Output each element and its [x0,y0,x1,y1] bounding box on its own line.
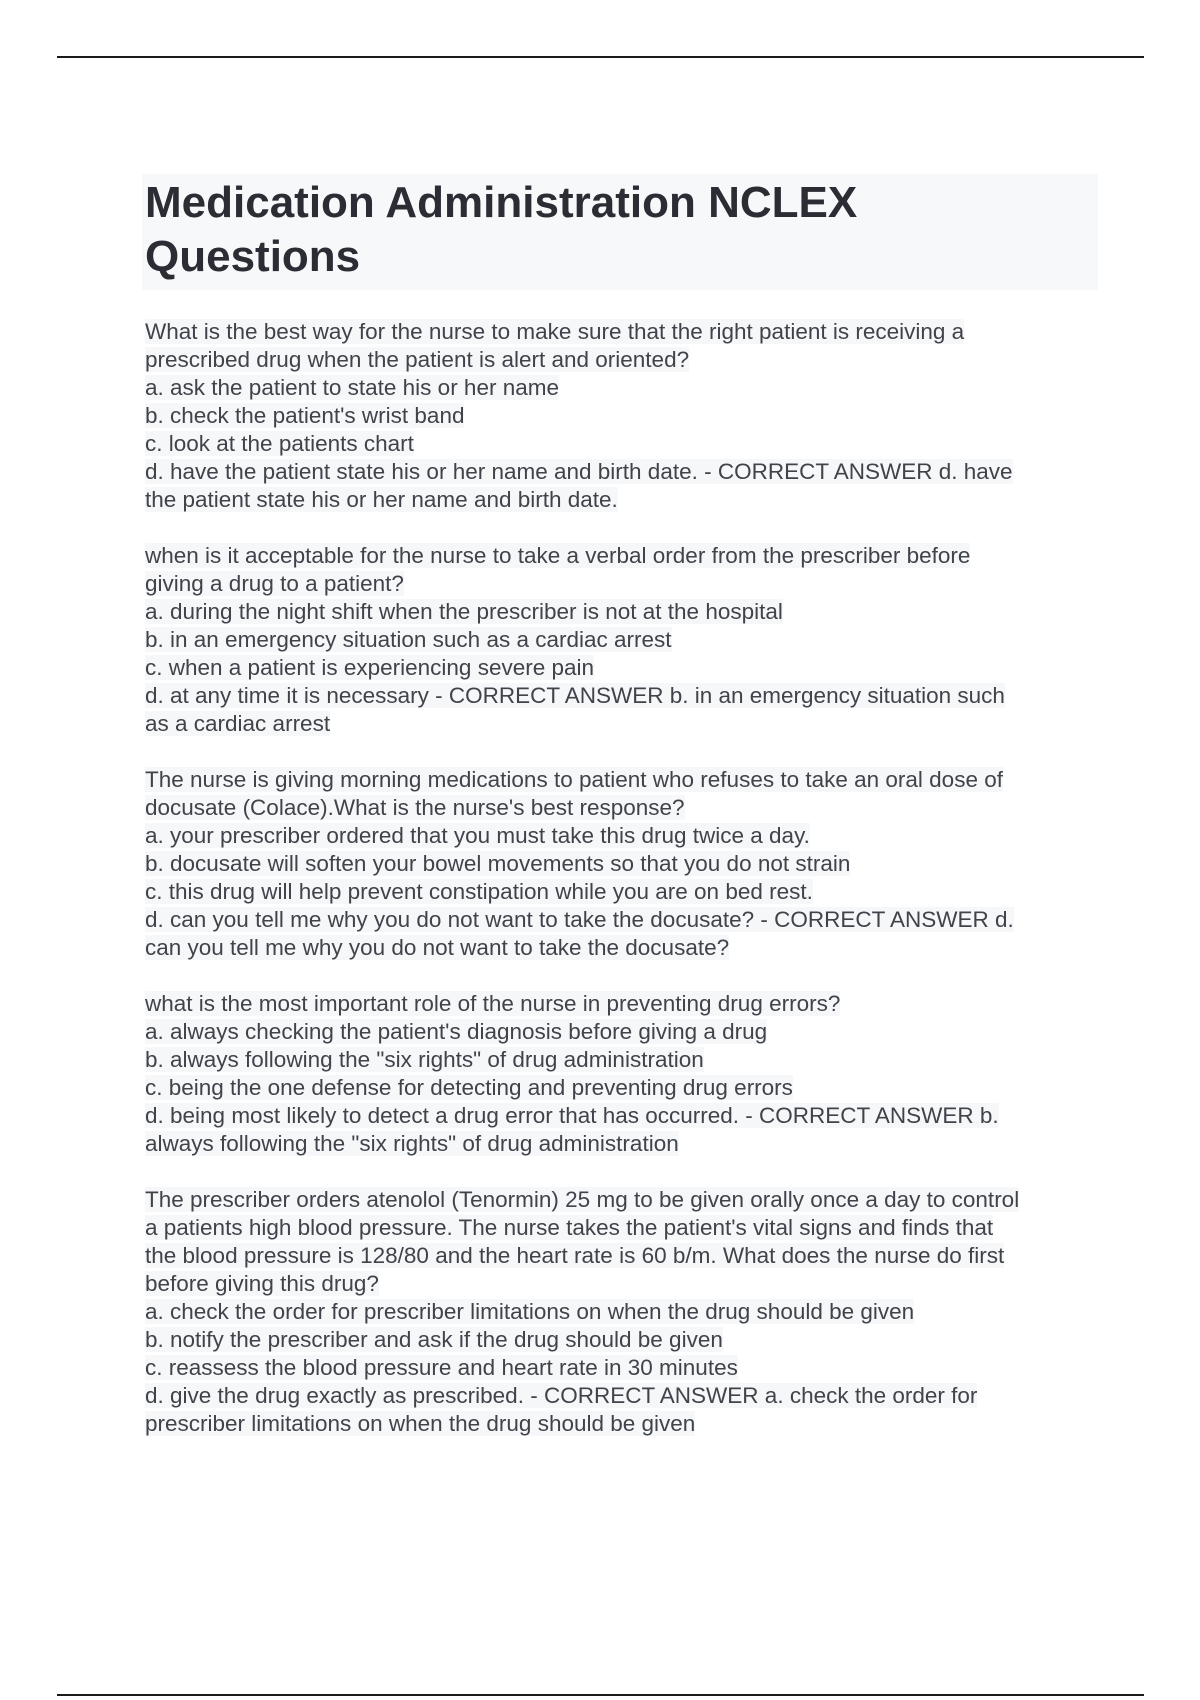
question-line-text: d. can you tell me why you do not want to take the docusate? - CORRECT ANSWER d. [145,907,1014,932]
question-block [145,318,1095,514]
title-block [142,174,1098,290]
question-line-text: a. always checking the patient's diagnosis before giving a drug [145,1019,768,1044]
question-block [145,990,1095,1158]
question-line [145,1074,1095,1102]
question-line-text: can you tell me why you do not want to take the docusate? [145,935,730,960]
question-line [145,486,1095,514]
question-line [145,822,1095,850]
question-line-text: b. docusate will soften your bowel movements so that you do not strain [145,851,851,876]
question-line-text: d. at any time it is necessary - CORRECT ANSWER b. in an emergency situation such [145,683,1005,708]
question-line [145,458,1095,486]
page-title [145,176,1095,284]
question-line-text: as a cardiac arrest [145,711,331,736]
question-line-text: The nurse is giving morning medications to patient who refuses to take an oral dose of [145,767,1003,792]
question-line-text: b. check the patient's wrist band [145,403,465,428]
question-line [145,430,1095,458]
question-line [145,1130,1095,1158]
question-line [145,906,1095,934]
top-divider [57,56,1144,58]
question-line-text: b. always following the "six rights" of drug administration [145,1047,704,1072]
question-line [145,1326,1095,1354]
question-line [145,374,1095,402]
question-line [145,402,1095,430]
question-line [145,318,1095,346]
question-line [145,710,1095,738]
question-line [145,766,1095,794]
question-line [145,1382,1095,1410]
question-line-text: a patients high blood pressure. The nurse takes the patient's vital signs and finds that [145,1215,994,1240]
title-line-1: Medication Administration NCLEX [145,178,858,227]
question-line-text: The prescriber orders atenolol (Tenormin) 25 mg to be given orally once a day to control [145,1187,1020,1212]
question-line [145,850,1095,878]
question-line-text: prescriber limitations on when the drug should be given [145,1411,696,1436]
question-line [145,598,1095,626]
question-line-text: c. when a patient is experiencing severe pain [145,655,595,680]
question-block [145,766,1095,962]
question-line-text: c. reassess the blood pressure and heart rate in 30 minutes [145,1355,738,1380]
question-line-text: giving a drug to a patient? [145,571,404,596]
question-line-text: docusate (Colace).What is the nurse's best response? [145,795,685,820]
question-block [145,542,1095,738]
question-line-text: What is the best way for the nurse to make sure that the right patient is receiving a [145,319,965,344]
question-line-text: a. your prescriber ordered that you must take this drug twice a day. [145,823,810,848]
question-line-text: a. ask the patient to state his or her name [145,375,559,400]
question-line [145,990,1095,1018]
question-line-text: prescribed drug when the patient is alert and oriented? [145,347,690,372]
question-line [145,794,1095,822]
question-line [145,1214,1095,1242]
question-line-text: before giving this drug? [145,1271,379,1296]
question-line [145,1102,1095,1130]
question-line-text: d. give the drug exactly as prescribed. - CORRECT ANSWER a. check the order for [145,1383,978,1408]
question-block [145,1186,1095,1438]
question-list [145,318,1095,1438]
question-line [145,654,1095,682]
question-line-text: c. being the one defense for detecting and preventing drug errors [145,1075,793,1100]
question-line-text: c. this drug will help prevent constipation while you are on bed rest. [145,879,813,904]
document-body [145,174,1095,1466]
question-line [145,682,1095,710]
question-line-text: the patient state his or her name and birth date. [145,487,618,512]
question-line [145,1354,1095,1382]
bottom-divider [57,1694,1144,1696]
question-line [145,626,1095,654]
question-line [145,1410,1095,1438]
question-line [145,570,1095,598]
question-line [145,1298,1095,1326]
question-line [145,878,1095,906]
question-line-text: b. notify the prescriber and ask if the drug should be given [145,1327,723,1352]
question-line [145,934,1095,962]
question-line-text: d. being most likely to detect a drug error that has occurred. - CORRECT ANSWER b. [145,1103,999,1128]
question-line [145,1046,1095,1074]
question-line [145,1270,1095,1298]
question-line-text: a. check the order for prescriber limitations on when the drug should be given [145,1299,915,1324]
question-line [145,1186,1095,1214]
question-line [145,1018,1095,1046]
question-line-text: d. have the patient state his or her name and birth date. - CORRECT ANSWER d. have [145,459,1013,484]
question-line-text: a. during the night shift when the prescriber is not at the hospital [145,599,783,624]
title-line-2: Questions [145,232,361,281]
question-line-text: always following the "six rights" of drug administration [145,1131,679,1156]
question-line [145,542,1095,570]
question-line-text: b. in an emergency situation such as a cardiac arrest [145,627,672,652]
question-line-text: what is the most important role of the nurse in preventing drug errors? [145,991,841,1016]
question-line-text: when is it acceptable for the nurse to take a verbal order from the prescriber before [145,543,971,568]
question-line [145,1242,1095,1270]
question-line-text: c. look at the patients chart [145,431,414,456]
question-line [145,346,1095,374]
question-line-text: the blood pressure is 128/80 and the heart rate is 60 b/m. What does the nurse do first [145,1243,1005,1268]
